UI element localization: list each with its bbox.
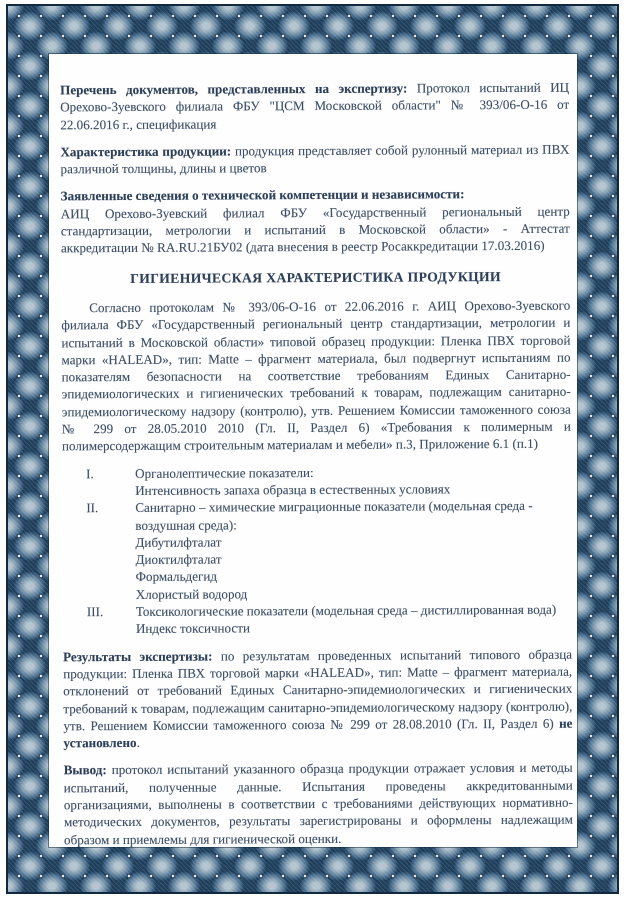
product-text: продукция представляет собой рулонный материал из ПВХ различной толщины, длины и цветов: [60, 141, 570, 177]
indicator-line: Интенсивность запаха образца в естественных условиях: [135, 481, 451, 498]
indicator-numeral: III.: [86, 604, 104, 620]
indicators-list: [62, 462, 572, 638]
indicator-line: Дибутилфталат: [135, 534, 222, 550]
results-label: Результаты экспертизы:: [63, 648, 213, 664]
product-label: Характеристика продукции:: [60, 143, 232, 160]
indicator-line: Органолептические показатели:: [135, 464, 314, 481]
paragraph-according: Согласно протоколам № 393/06-О-16 от 22.06.2016 г. АИЦ Орехово-Зуевского филиала ФБУ «Государственный региональный центр стандартизации, метрологии и испытаний в Московской области» типовой образец продукции: Пленка ПВХ торговой марки «HALEAD», тип: Matte – фрагмент материала, был подвергнут испытаниям по показателям безопасности на соответствие требованиям Единых Санитарно-эпидемиологических и гигиенических требований к товарам, подлежащим санитарно-эпидемиологическому надзору (контролю), утв. Решением Комиссии таможенного союза № 299 от 28.05.2010 2010 (Гл. II, Раздел 6) «Требования к полимерным и полимерсодержащим строительным материалам и мебели» п.3, Приложение 6.1 (п.1): [61, 297, 571, 454]
hygiene-heading: ГИГИЕНИЧЕСКАЯ ХАРАКТЕРИСТИКА ПРОДУКЦИИ: [130, 268, 502, 286]
indicator-item: [63, 618, 572, 638]
documents-text: Протокол испытаний ИЦ Орехово-Зуевского филиала ФБУ "ЦСМ Московской области" № 393/06-О-16 от 22.06.2016 г., спецификация: [60, 79, 570, 132]
competence-text: АИЦ Орехово-Зуевский филиал ФБУ «Государственный региональный центр стандартизации, метрологии и испытаний в Московской области» - Аттестат аккредитации № RA.RU.21БУ02 (дата внесения в реестр Росаккредитации 17.03.2016): [60, 203, 570, 256]
paragraph-conclusion: [64, 759, 573, 847]
indicator-line: Токсикологические показатели (модельная среда – дистиллированная вода): [135, 601, 557, 619]
indicator-line: Индекс токсичности: [135, 620, 250, 637]
indicator-line: Диоктилфталат: [135, 551, 222, 568]
indicator-numeral: II.: [86, 500, 99, 516]
document-content: [49, 54, 577, 847]
indicator-item: [62, 497, 571, 534]
indicator-line: Хлористый водород: [135, 586, 248, 602]
indicator-line: Формальдегид: [135, 568, 218, 585]
conclusion-text: протокол испытаний указанного образца продукции отражает условия и методы испытаний, полученные данные. Испытания проведены аккредитованными организациями, выполнены в соответствии с требованиями действующих нормативно-методических документов, результаты зарегистрированы и оформлены надлежащим образом и приемлемы для гигиенической оценки.: [63, 760, 573, 847]
paragraph-product-characteristic: [60, 141, 569, 178]
paragraph-competence: [61, 185, 570, 257]
document-page: [49, 54, 577, 847]
documents-label: Перечень документов, представленных на экспертизу:: [60, 80, 408, 98]
conclusion-label: Вывод:: [63, 762, 107, 778]
indicator-line: Санитарно – химические миграционные показатели (модельная среда - воздушная среда):: [135, 498, 533, 533]
indicator-numeral: I.: [86, 465, 94, 481]
results-tail: .: [136, 735, 140, 751]
paragraph-results: [63, 645, 573, 751]
results-verdict: не установлено: [63, 715, 573, 751]
paragraph-documents: [60, 79, 569, 134]
competence-label: Заявленные сведения о технической компетенции и независимости:: [60, 186, 465, 204]
results-text: по результатам проведенных испытаний типового образца продукции: Пленка ПВХ торговой марки «HALEAD», тип: Matte – фрагмент материала, отклонений от требований Единых Санитарно-эпидемиологических и гигиенических требований к товарам, подлежащим санитарно-эпидемиологическому надзору (контролю), утв. Решением Комиссии таможенного союза № 299 от 28.08.2010 (Гл. II, Раздел 6): [63, 646, 573, 734]
